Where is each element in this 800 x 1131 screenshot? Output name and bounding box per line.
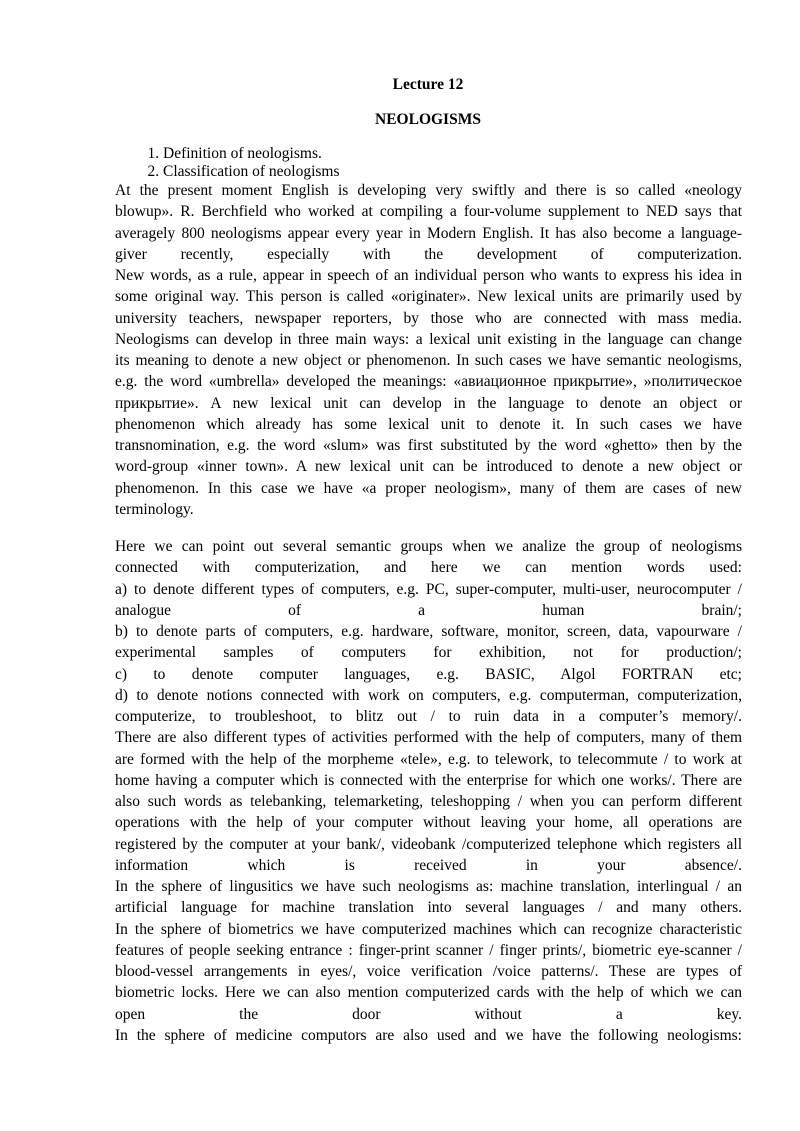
outline-item-classification: 2. Classification of neologisms (163, 163, 789, 181)
text-line: There are also different types of activities performed with the help of computers, many of them (115, 729, 742, 747)
text-line: are formed with the help of the morpheme «tele», e.g. to telework, to telecommute / to work at (115, 750, 742, 768)
text-line: c) to denote computer languages, e.g. BASIC, Algol FORTRAN etc; (115, 665, 742, 683)
text-line: b) to denote parts of computers, e.g. hardware, software, monitor, screen, data, vapourware / (115, 623, 742, 640)
text-line: word-group «inner town». A new lexical unit can be introduced to denote a new object or (115, 458, 742, 476)
text-line: analogue of a human brain/; (115, 601, 742, 619)
text-line: In the sphere of lingusitics we have such neologisms as: machine translation, interlingual / an (115, 878, 742, 895)
text-line: a) to denote different types of computers, e.g. PC, super-computer, multi-user, neurocomputer / (115, 580, 742, 598)
text-line: open the door without a key. (115, 1005, 742, 1023)
text-line: computerize, to troubleshoot, to blitz out / to ruin data in a computer’s memory/. (115, 708, 742, 725)
text-line: averagely 800 neologisms appear every year in Modern English. It has also become a language- (115, 224, 742, 242)
text-line: phenomenon. In this case we have «a proper neologism», many of them are cases of new (115, 479, 742, 497)
page-title: NEOLOGISMS (375, 111, 481, 128)
text-line: blowup». R. Berchfield who worked at compiling a four-volume supplement to NED says that (115, 203, 742, 221)
text-line: artificial language for machine translation into several languages / and many others. (115, 899, 742, 917)
lecture-number: Lecture 12 (392, 76, 464, 93)
paragraph-semantic-groups (115, 536, 742, 1046)
text-line: experimental samples of computers for exhibition, not for production/; (115, 644, 742, 662)
text-line: blood-vessel arrangements in eyes/, voice verification /voice patterns/. These are types of (115, 963, 742, 980)
text-line: also such words as telebanking, telemarketing, teleshopping / when you can perform different (115, 793, 742, 810)
text-line: home having a computer which is connected with the enterprise for which one works/. There are (115, 771, 742, 789)
text-line: features of people seeking entrance : finger-print scanner / finger prints/, biometric eye-scanner / (115, 941, 742, 959)
text-line: some original way. This person is called «originater». New lexical units are primarily used by (115, 288, 742, 306)
text-line: прикрытие». A new lexical unit can develop in the language to denote an object or (115, 394, 742, 412)
text-line: At the present moment English is developing very swiftly and there is so called «neology (115, 182, 742, 199)
text-line: phenomenon which already has some lexical unit to denote it. In such cases we have (115, 415, 742, 433)
text-line: university teachers, newspaper reporters, by those who are connected with mass media. (115, 309, 742, 327)
text-line: New words, as a rule, appear in speech of an individual person who wants to express his idea in (115, 267, 742, 284)
text-line: transnomination, e.g. the word «slum» was first substituted by the word «ghetto» then by the (115, 437, 742, 454)
text-line: biometric locks. Here we can also mention computerized cards with the help of which we can (115, 984, 742, 1002)
paragraph-introduction (115, 180, 742, 520)
outline-item-definition: 1. Definition of neologisms. (163, 145, 789, 163)
text-line: its meaning to denote a new object or phenomenon. In such cases we have semantic neologisms, (115, 352, 742, 369)
text-line: Neologisms can develop in three main ways: a lexical unit existing in the language can change (115, 330, 742, 348)
text-line: In the sphere of biometrics we have computerized machines which can recognize characteristic (115, 920, 742, 938)
text-line: e.g. the word «umbrella» developed the meanings: «авиационное прикрытие», »политическое (115, 373, 742, 391)
text-line: d) to denote notions connected with work on computers, e.g. computerman, computerization, (115, 686, 742, 704)
text-line: registered by the computer at your bank/, videobank /computerized telephone which registers all (115, 835, 742, 853)
text-line: operations with the help of your computer without leaving your home, all operations are (115, 814, 742, 832)
outline-list (115, 145, 789, 181)
text-line: Here we can point out several semantic groups when we analize the group of neologisms (115, 538, 742, 555)
text-line: giver recently, especially with the development of computerization. (115, 245, 742, 263)
text-line: In the sphere of medicine computors are also used and we have the following neologisms: (115, 1026, 742, 1044)
text-line: terminology. (115, 500, 194, 518)
text-line: connected with computerization, and here we can mention words used: (115, 559, 742, 577)
text-line: information which is received in your absence/. (115, 856, 742, 874)
